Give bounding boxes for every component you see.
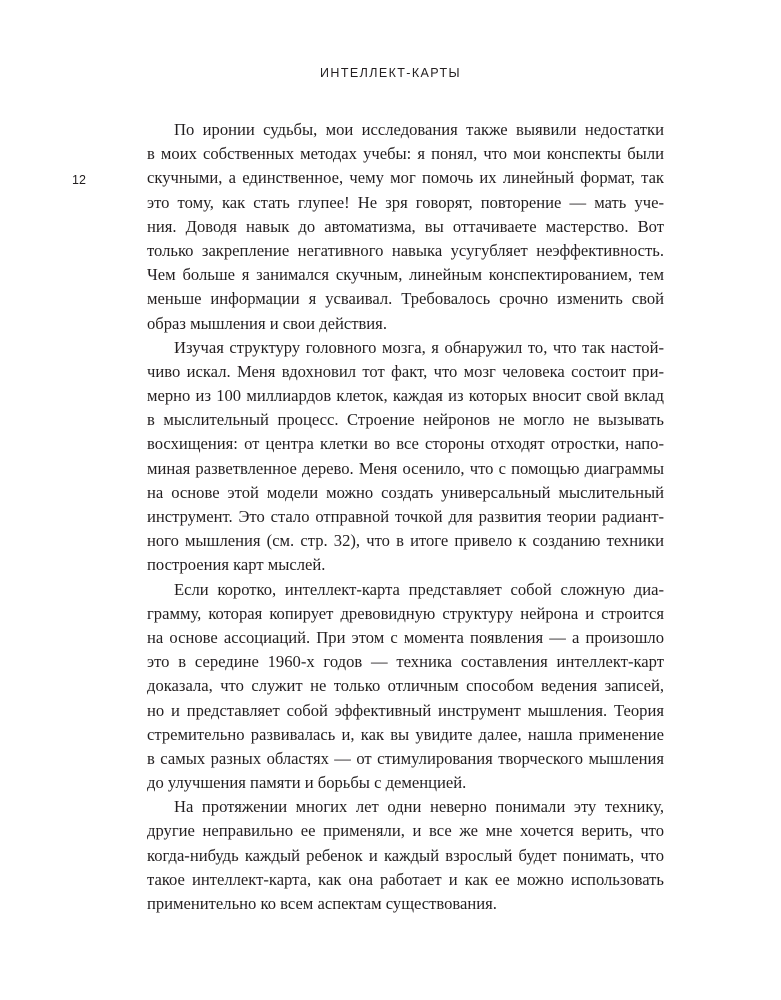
paragraph bbox=[147, 118, 664, 336]
text-line: на основе этой модели можно создать универсальный мыслительный bbox=[147, 482, 664, 502]
text-line: Чем больше я занимался скучным, линейным конспектированием, тем bbox=[147, 265, 664, 285]
text-line: чиво искал. Меня вдохновил тот факт, что мозг человека состоит при- bbox=[147, 361, 664, 381]
text-line: это тому, как стать глупее! Не зря говорят, повторение — мать уче- bbox=[147, 192, 664, 212]
paragraph bbox=[147, 336, 664, 578]
text-line: ния. Доводя навык до автоматизма, вы оттачиваете мастерство. Вот bbox=[147, 216, 664, 236]
text-line: мерно из 100 миллиардов клеток, каждая из которых вносит свой вклад bbox=[147, 386, 664, 406]
text-line: до улучшения памяти и борьбы с деменцией. bbox=[147, 773, 467, 793]
text-line: доказала, что служит не только отличным способом ведения записей, bbox=[147, 676, 664, 696]
text-line: восхищения: от центра клетки во все стороны отходят отростки, напо- bbox=[147, 434, 664, 454]
text-line: ного мышления (см. стр. 32), что в итоге привело к созданию техники bbox=[147, 531, 664, 551]
body-text bbox=[147, 118, 664, 916]
text-line: но и представляет собой эффективный инструмент мышления. Теория bbox=[147, 700, 664, 720]
text-line: Если коротко, интеллект-карта представляет собой сложную диа- bbox=[174, 579, 664, 599]
text-line: По иронии судьбы, мои исследования также выявили недостатки bbox=[174, 120, 664, 139]
text-line: На протяжении многих лет одни неверно понимали эту технику, bbox=[174, 797, 664, 817]
text-line: другие неправильно ее применяли, и все же мне хочется верить, что bbox=[147, 821, 664, 841]
running-title: ИНТЕЛЛЕКТ-КАРТЫ bbox=[320, 66, 461, 80]
text-line: это в середине 1960-х годов — техника составления интеллект-карт bbox=[147, 652, 664, 672]
paragraph bbox=[147, 795, 664, 916]
text-line: в мыслительный процесс. Строение нейронов не могло не вызывать bbox=[147, 410, 664, 430]
text-line: в самых разных областях — от стимулирования творческого мышления bbox=[147, 748, 664, 768]
paragraph bbox=[147, 578, 664, 796]
text-line: инструмент. Это стало отправной точкой для развития теории радиант- bbox=[147, 507, 664, 526]
text-line: меньше информации я усваивал. Требовалось срочно изменить свой bbox=[147, 289, 664, 309]
text-line: построения карт мыслей. bbox=[147, 555, 326, 575]
text-line: стремительно развивалась и, как вы увидите далее, нашла применение bbox=[147, 724, 664, 744]
text-line: Изучая структуру головного мозга, я обнаружил то, что так настой- bbox=[174, 337, 664, 357]
text-line: миная разветвленное дерево. Меня осенило, что с помощью диаграммы bbox=[147, 458, 664, 478]
text-line: применительно ко всем аспектам существования. bbox=[147, 894, 497, 913]
text-line: только закрепление негативного навыка усугубляет неэффективность. bbox=[147, 240, 664, 260]
text-line: такое интеллект-карта, как она работает и как ее можно использовать bbox=[147, 869, 664, 889]
text-line: скучными, а единственное, чему мог помочь их линейный формат, так bbox=[147, 168, 664, 188]
text-line: образ мышления и свои действия. bbox=[147, 313, 387, 333]
text-line: на основе ассоциаций. При этом с момента появления — а произошло bbox=[147, 627, 664, 647]
text-line: в моих собственных методах учебы: я понял, что мои конспекты были bbox=[147, 144, 664, 164]
page-number: 12 bbox=[72, 173, 86, 187]
text-line: когда-нибудь каждый ребенок и каждый взрослый будет понимать, что bbox=[147, 845, 664, 865]
text-line: грамму, которая копирует древовидную структуру нейрона и строится bbox=[147, 603, 664, 623]
